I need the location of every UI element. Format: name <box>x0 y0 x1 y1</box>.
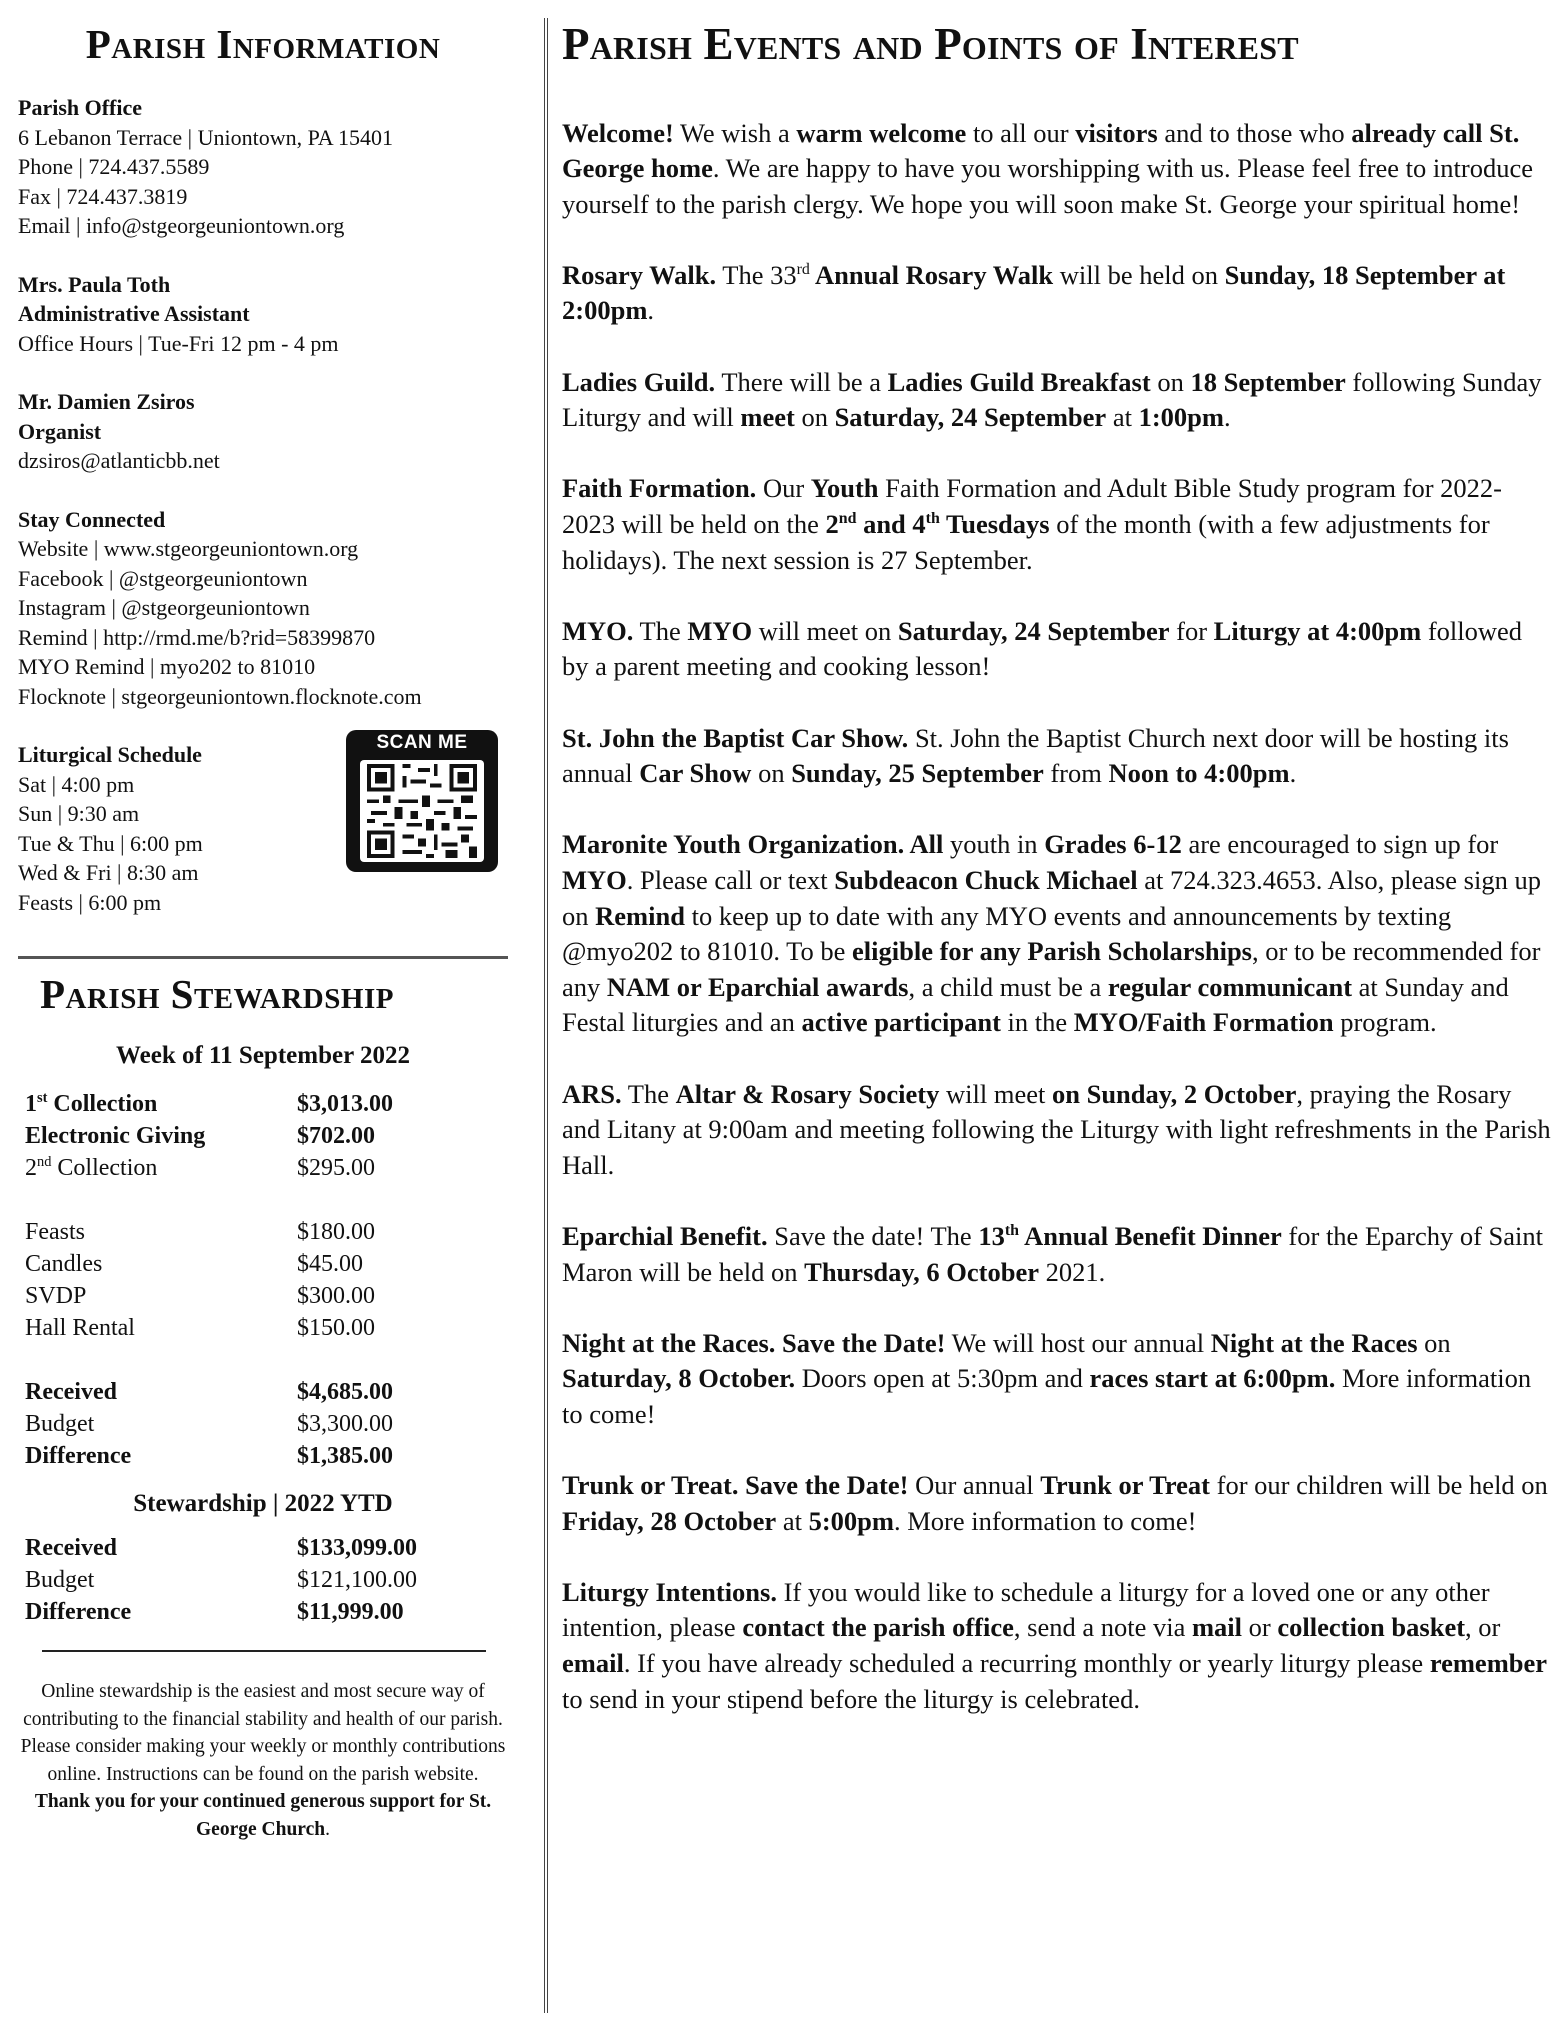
event-bold-text: contact the parish office <box>742 1612 1014 1643</box>
row-value: $121,100.00 <box>297 1567 417 1594</box>
event-text: in the <box>1000 1007 1074 1038</box>
event-text: We wish a <box>673 117 797 148</box>
row-value: $3,013.00 <box>297 1091 393 1118</box>
event-bold-text: Sunday, 25 September <box>791 758 1044 789</box>
event-bold-text: Noon to 4:00pm <box>1108 758 1290 789</box>
event-bold-text: Altar & Rosary Society <box>675 1078 940 1109</box>
table-row <box>25 1152 393 1184</box>
event-bold-text: regular communicant <box>1107 971 1353 1002</box>
event-item <box>562 1219 1552 1290</box>
event-text: at <box>1106 402 1139 433</box>
event-bold-text: 2 <box>825 509 839 540</box>
event-text: to send in your stipend before the liturgy is celebrated. <box>562 1683 1140 1714</box>
event-bold-text: Thursday, 6 October <box>804 1256 1039 1287</box>
event-text: . <box>1289 758 1297 789</box>
event-text: More information to come! <box>562 1363 1532 1429</box>
event-text: will meet on <box>752 615 898 646</box>
event-item <box>562 471 1552 578</box>
ordinal-suffix: st <box>37 1090 48 1107</box>
event-text: and to those who <box>1157 117 1352 148</box>
event-bold-text: Faith Formation. <box>562 473 757 504</box>
event-bold-text: MYO <box>562 864 627 895</box>
event-bold-text: Welcome! <box>562 117 674 148</box>
event-text: from <box>1043 758 1109 789</box>
event-bold-text: collection basket <box>1277 1612 1466 1643</box>
event-text: Save the date! The <box>767 1220 979 1251</box>
event-bold-text: Saturday, 24 September <box>834 402 1107 433</box>
event-item <box>562 258 1552 329</box>
event-item <box>562 1575 1552 1717</box>
event-bold-text: meet <box>740 402 795 433</box>
event-text: . More information to come! <box>893 1505 1197 1536</box>
row-label: Received <box>25 1379 117 1406</box>
row-label: 1st Collection <box>25 1090 158 1118</box>
event-bold-text: Liturgy Intentions. <box>562 1576 777 1607</box>
organist-email: dzsiros@atlanticbb.net <box>18 448 220 474</box>
row-value: $4,685.00 <box>297 1379 393 1406</box>
event-text: , or to be recommended for any <box>562 936 1541 1002</box>
parish-info-title: Parish Information <box>85 21 441 67</box>
organist-block <box>18 387 508 476</box>
qr-code-icon <box>360 760 484 862</box>
row-value: $133,099.00 <box>297 1535 417 1562</box>
event-text: for the Eparchy of Saint Maron will be held on <box>562 1220 1544 1287</box>
event-bold-text: 1:00pm <box>1138 402 1224 433</box>
event-item <box>562 1468 1552 1539</box>
event-bold-text: warm welcome <box>796 117 967 148</box>
event-bold-text: Youth <box>810 473 879 504</box>
thanks-text: Thank you for your continued generous support for St. George Church <box>34 1791 492 1840</box>
thanks-end: . <box>325 1818 330 1840</box>
event-text: If you would like to schedule a liturgy for a loved one or any other intention, please <box>562 1576 1490 1643</box>
event-bold-text: Sunday, 18 September at 2:00pm <box>562 259 1506 326</box>
row-value: $300.00 <box>297 1283 375 1310</box>
row-label: SVDP <box>25 1283 87 1310</box>
online-note <box>18 1678 508 1843</box>
stewardship-section <box>18 972 508 1843</box>
row-value: $1,385.00 <box>297 1443 393 1470</box>
event-text: to keep up to date with any MYO events and announcements by texting @myo202 to 81010. To be <box>562 900 1452 967</box>
event-text: . Please call or text <box>626 864 835 895</box>
event-text: on <box>751 758 792 789</box>
row-label: Electronic Giving <box>25 1123 206 1150</box>
event-text: . <box>1223 402 1231 433</box>
weekly-table <box>25 1088 393 1472</box>
event-bold-text: mail <box>1191 1612 1243 1643</box>
schedule-line: Sun | 9:30 am <box>18 801 140 827</box>
ytd-heading: Stewardship | 2022 YTD <box>133 1490 393 1518</box>
event-text: , a child must be a <box>908 971 1108 1002</box>
event-bold-text: visitors <box>1075 117 1158 148</box>
event-bold-text: Rosary Walk. <box>562 259 717 290</box>
table-row <box>25 1280 393 1312</box>
column-divider <box>544 18 548 2013</box>
event-text: The <box>621 1078 676 1109</box>
event-text: will be held on <box>1053 259 1225 290</box>
event-text: to all our <box>966 117 1076 148</box>
event-text: for <box>1169 615 1214 646</box>
event-text: . We are happy to have you worshipping with us. Please feel free to introduce yourself to the parish clergy. We hope you will soon make St. George your spiritual home! <box>562 153 1533 219</box>
connected-line: Remind | http://rmd.me/b?rid=58399870 <box>18 624 376 650</box>
event-text: on <box>1417 1327 1451 1358</box>
table-row <box>25 1408 393 1440</box>
event-text: The 33 <box>716 259 797 290</box>
table-row <box>25 1248 393 1280</box>
schedule-line: Sat | 4:00 pm <box>18 771 135 797</box>
event-bold-text: MYO/Faith Formation <box>1073 1007 1334 1038</box>
event-bold-text: on Sunday, 2 October <box>1051 1078 1297 1109</box>
office-email: Email | info@stgeorgeuniontown.org <box>18 213 345 239</box>
table-row <box>25 1596 417 1628</box>
table-row <box>25 1312 393 1344</box>
event-bold-text: already call St. George home <box>562 117 1520 184</box>
event-text: or <box>1242 1612 1278 1643</box>
event-text: , send a note via <box>1013 1612 1192 1643</box>
event-item <box>562 116 1552 223</box>
event-bold-text: Annual Benefit Dinner <box>1018 1220 1282 1251</box>
event-bold-text: Tuesdays <box>939 509 1050 540</box>
event-bold-text: Annual Rosary Walk <box>809 259 1054 290</box>
row-label: Feasts <box>25 1219 85 1246</box>
event-bold-text: remember <box>1429 1648 1548 1679</box>
table-row <box>25 1088 393 1120</box>
schedule-head: Liturgical Schedule <box>18 742 202 768</box>
event-item <box>562 721 1552 792</box>
event-text: youth in <box>943 829 1045 860</box>
event-bold-text: eligible for any Parish Scholarships <box>852 936 1252 967</box>
event-text: on <box>1150 366 1191 397</box>
qr-code[interactable] <box>346 730 498 872</box>
event-bold-text: Liturgy at 4:00pm <box>1213 615 1422 646</box>
schedule-line: Tue & Thu | 6:00 pm <box>18 830 203 856</box>
schedule-line: Feasts | 6:00 pm <box>18 889 162 915</box>
event-text: of the month (with a few adjustments for holidays). The next session is 27 September. <box>562 509 1490 575</box>
event-bold-text: email <box>562 1648 624 1679</box>
ordinal-suffix: nd <box>838 510 857 528</box>
event-bold-text: 13 <box>978 1220 1005 1251</box>
assistant-block <box>18 270 508 359</box>
event-item <box>562 1326 1552 1433</box>
schedule-block <box>18 732 508 917</box>
row-value: $11,999.00 <box>297 1599 404 1626</box>
left-column <box>18 21 508 1840</box>
event-text: at 724.323.4653. Also, please sign up on <box>562 864 1541 931</box>
event-item <box>562 614 1552 685</box>
event-text: 2021. <box>1038 1256 1106 1287</box>
ytd-table <box>25 1532 417 1628</box>
office-phone: Phone | 724.437.5589 <box>18 154 210 180</box>
ordinal-suffix: th <box>925 510 940 528</box>
table-row <box>25 1120 393 1152</box>
event-bold-text: Night at the Races. Save the Date! <box>562 1327 946 1358</box>
event-text: , or <box>1465 1612 1501 1643</box>
table-row <box>25 1376 393 1408</box>
event-bold-text: Saturday, 8 October. <box>562 1363 796 1394</box>
stay-connected-block <box>18 505 508 712</box>
event-bold-text: races start at 6:00pm. <box>1089 1363 1336 1394</box>
row-value: $295.00 <box>297 1155 375 1182</box>
row-value: $45.00 <box>297 1251 363 1278</box>
office-address: 6 Lebanon Terrace | Uniontown, PA 15401 <box>18 124 393 150</box>
section-divider <box>18 956 508 959</box>
event-text: will meet <box>939 1078 1052 1109</box>
event-item <box>562 1077 1552 1184</box>
event-text: . If you have already scheduled a recurring monthly or yearly liturgy please <box>623 1648 1430 1679</box>
ordinal-suffix: th <box>1004 1222 1019 1240</box>
schedule-line: Wed & Fri | 8:30 am <box>18 860 199 886</box>
organist-role: Organist <box>18 418 102 444</box>
event-bold-text: MYO <box>687 615 753 646</box>
table-row <box>25 1216 393 1248</box>
row-label: Received <box>25 1535 117 1562</box>
office-hours: Office Hours | Tue-Fri 12 pm - 4 pm <box>18 330 339 356</box>
event-bold-text: Maronite Youth Organization. All <box>562 829 944 860</box>
ordinal-suffix: rd <box>796 261 810 279</box>
event-bold-text: MYO. <box>562 615 634 646</box>
event-bold-text: ARS. <box>562 1078 622 1109</box>
event-bold-text: and 4 <box>856 509 926 540</box>
connected-line: Instagram | @stgeorgeuniontown <box>18 595 310 621</box>
event-bold-text: Subdeacon Chuck Michael <box>834 864 1138 895</box>
event-text: for our children will be held on <box>1210 1470 1548 1501</box>
row-label: Budget <box>25 1567 95 1594</box>
event-bold-text: Trunk or Treat <box>1040 1470 1211 1501</box>
online-note-text: Online stewardship is the easiest and most secure way of contributing to the financial stability and health of our parish. Please consider making your weekly or monthly contributions online. Instructions can be found on the parish website. <box>20 1681 506 1785</box>
event-text: at <box>776 1505 809 1536</box>
office-fax: Fax | 724.437.3819 <box>18 183 188 209</box>
event-bold-text: 18 September <box>1190 366 1346 397</box>
table-row <box>25 1564 417 1596</box>
event-text: on <box>794 402 835 433</box>
event-bold-text: Night at the Races <box>1210 1327 1418 1358</box>
table-row <box>25 1532 417 1564</box>
row-value: $180.00 <box>297 1219 375 1246</box>
row-label: Candles <box>25 1251 103 1278</box>
event-bold-text: 5:00pm <box>808 1505 894 1536</box>
event-text: followed by a parent meeting and cooking lesson! <box>562 615 1523 682</box>
event-bold-text: active participant <box>801 1007 1001 1038</box>
assistant-role: Administrative Assistant <box>18 301 250 327</box>
row-label: 2nd Collection <box>25 1154 158 1182</box>
event-text: following Sunday Liturgy and will <box>562 366 1542 433</box>
connected-line: Website | www.stgeorgeuniontown.org <box>18 536 359 562</box>
row-value: $3,300.00 <box>297 1411 393 1438</box>
event-text: are encouraged to sign up for <box>1181 829 1499 860</box>
event-text: , praying the Rosary and Litany at 9:00am and meeting following the Liturgy with light refreshments in the Parish Hall. <box>562 1078 1551 1180</box>
connected-line: Facebook | @stgeorgeuniontown <box>18 565 308 591</box>
connected-line: MYO Remind | myo202 to 81010 <box>18 654 316 680</box>
table-row <box>25 1440 393 1472</box>
event-bold-text: Car Show <box>639 758 752 789</box>
right-column <box>562 20 1552 1717</box>
event-text: The <box>633 615 688 646</box>
event-text: program. <box>1333 1007 1437 1038</box>
table-spacer <box>25 1344 393 1376</box>
row-label: Budget <box>25 1411 95 1438</box>
event-text: Doors open at 5:30pm and <box>795 1363 1090 1394</box>
event-bold-text: Ladies Guild Breakfast <box>887 366 1151 397</box>
stewardship-title: Parish Stewardship <box>40 971 394 1017</box>
event-text: We will host our annual <box>945 1327 1211 1358</box>
row-value: $702.00 <box>297 1123 375 1150</box>
event-item <box>562 827 1552 1041</box>
row-label: Difference <box>25 1443 132 1470</box>
event-text: . <box>647 295 655 326</box>
event-text: Faith Formation and Adult Bible Study program for 2022-2023 will be held on the <box>562 473 1502 540</box>
organist-name: Mr. Damien Zsiros <box>18 389 195 415</box>
event-bold-text: Trunk or Treat. Save the Date! <box>562 1470 909 1501</box>
event-bold-text: Eparchial Benefit. <box>562 1220 768 1251</box>
event-bold-text: Ladies Guild. <box>562 366 716 397</box>
office-head: Parish Office <box>18 95 143 121</box>
event-bold-text: Remind <box>595 900 685 931</box>
row-label: Difference <box>25 1599 132 1626</box>
parish-info <box>18 93 508 917</box>
event-bold-text: Saturday, 24 September <box>897 615 1170 646</box>
table-spacer <box>25 1184 393 1216</box>
qr-label: SCAN ME <box>376 732 468 754</box>
event-bold-text: Friday, 28 October <box>562 1505 777 1536</box>
event-text: Our annual <box>908 1470 1041 1501</box>
event-text: St. John the Baptist Church next door will be hosting its annual <box>562 722 1509 789</box>
office-block <box>18 93 508 241</box>
week-heading: Week of 11 September 2022 <box>116 1042 410 1070</box>
ordinal-suffix: nd <box>37 1154 52 1171</box>
event-item <box>562 365 1552 436</box>
events-list <box>562 116 1552 1718</box>
event-text: There will be a <box>715 366 888 397</box>
rule-divider <box>42 1650 486 1652</box>
row-value: $150.00 <box>297 1315 375 1342</box>
events-title: Parish Events and Points of Interest <box>562 19 1299 69</box>
row-label: Hall Rental <box>25 1315 135 1342</box>
stay-connected-head: Stay Connected <box>18 506 166 532</box>
event-text: Our <box>756 473 811 504</box>
event-bold-text: Grades 6-12 <box>1044 829 1182 860</box>
event-bold-text: NAM or Eparchial awards <box>606 971 909 1002</box>
connected-line: Flocknote | stgeorgeuniontown.flocknote.com <box>18 683 422 709</box>
event-bold-text: St. John the Baptist Car Show. <box>562 722 909 753</box>
event-text: at Sunday and Festal liturgies and an <box>562 971 1509 1038</box>
assistant-name: Mrs. Paula Toth <box>18 271 171 297</box>
